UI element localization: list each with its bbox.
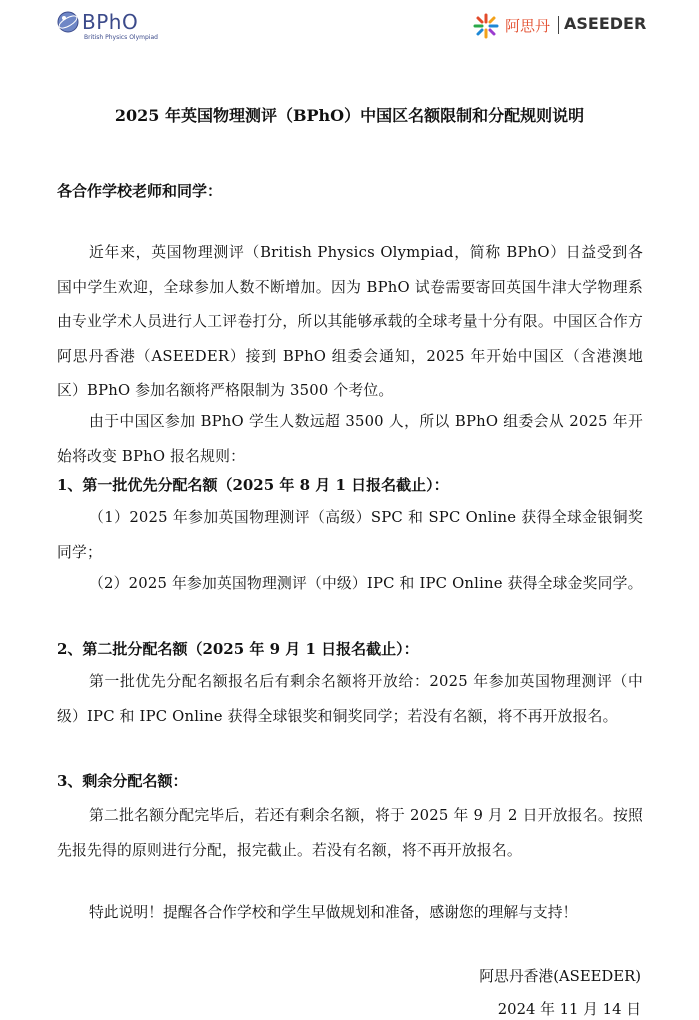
aseeder-logo-cn: 阿思丹 [505, 17, 551, 35]
bpho-globe-icon [56, 10, 80, 34]
aseeder-logo-en: ASEEDER [564, 14, 647, 33]
bpho-logo-subtitle: British Physics Olympiad [84, 34, 158, 41]
aseeder-burst-icon [472, 12, 500, 40]
section-2-heading: 2、第二批分配名额（2025 年 9 月 1 日报名截止）： [57, 640, 419, 658]
header [0, 0, 699, 52]
paragraph-rules-change: 由于中国区参加 BPhO 学生人数远超 3500 人，所以 BPhO 组委会从 2025 年开始将改变 BPhO 报名规则： [57, 413, 643, 465]
aseeder-logo-divider [558, 16, 559, 34]
document-title: 2025 年英国物理测评（BPhO）中国区名额限制和分配规则说明 [114, 106, 585, 125]
paragraph-intro: 近年来，英国物理测评（British Physics Olympiad，简称 BPhO）日益受到各国中学生欢迎，全球参加人数不断增加。因为 BPhO 试卷需要寄回英国牛津大学物理系由专业学术人员进行人工评卷打分，所以其能够承载的全球考量十分有限。中国区合作方阿思丹香港（ASEEDER）接到 BPhO 组委会通知，2025 年开始中国区（含港澳地区）BPhO 参加名额将严格限制为 3500 个考位。 [57, 244, 643, 399]
signature-date: 2024 年 11 月 14 日 [497, 1001, 641, 1018]
section-1-item-2: （2）2025 年参加英国物理测评（中级）IPC 和 IPC Online 获得全球金奖同学。 [89, 575, 643, 592]
closing-statement: 特此说明！提醒各合作学校和学生早做规划和准备，感谢您的理解与支持！ [89, 904, 578, 921]
signature-organization: 阿思丹香港(ASEEDER) [479, 968, 641, 985]
section-3-heading: 3、剩余分配名额： [57, 772, 188, 790]
section-2-body: 第一批优先分配名额报名后有剩余名额将开放给：2025 年参加英国物理测评（中级）IPC 和 IPC Online 获得全球银奖和铜奖同学；若没有名额，将不再开放报名。 [57, 673, 643, 725]
bpho-logo-name: BPhO [82, 10, 139, 34]
aseeder-logo [472, 12, 647, 42]
section-1-item-1: （1）2025 年参加英国物理测评（高级）SPC 和 SPC Online 获得全球金银铜奖同学； [57, 509, 643, 561]
section-1-heading: 1、第一批优先分配名额（2025 年 8 月 1 日报名截止）： [57, 476, 449, 494]
section-3-body: 第二批名额分配完毕后，若还有剩余名额，将于 2025 年 9 月 2 日开放报名。按照先报先得的原则进行分配，报完截止。若没有名额，将不再开放报名。 [57, 807, 643, 859]
bpho-logo [56, 10, 176, 44]
salutation: 各合作学校老师和同学： [57, 182, 223, 200]
